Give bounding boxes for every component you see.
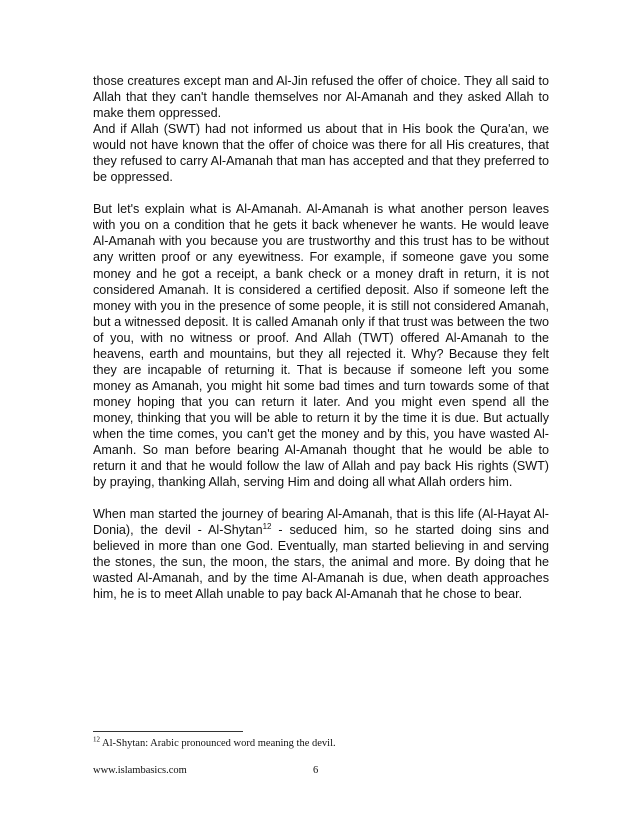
page-number: 6 bbox=[313, 765, 319, 776]
footnote-reference: 12 bbox=[262, 522, 272, 532]
body-text bbox=[93, 73, 549, 602]
paragraph-4 bbox=[93, 506, 549, 602]
paragraph-4-before-ref: When man started the journey of bearing Al-Amanah, that is this life (Al-Hayat Al-Donia), the devil - Al-Shytan bbox=[93, 507, 549, 538]
paragraph-2: And if Allah (SWT) had not informed us about that in His book the Qura'an, we would not have known that the offer of choice was there for all His creatures, that they refused to carry Al-Amanah that man has accepted and that they preferred to be oppressed. bbox=[93, 122, 549, 185]
footnote-text: Al-Shytan: Arabic pronounced word meaning the devil. bbox=[100, 738, 336, 749]
footer-url: www.islambasics.com bbox=[93, 765, 187, 776]
footnote-number: 12 bbox=[93, 735, 100, 744]
footnote-divider bbox=[93, 731, 243, 732]
paragraph-1: those creatures except man and Al-Jin refused the offer of choice. They all said to Allah that they can't handle themselves nor Al-Amanah and they asked Allah to make them oppressed. bbox=[93, 74, 549, 121]
paragraph-3: But let's explain what is Al-Amanah. Al-Amanah is what another person leaves with you on a condition that he gets it back whenever he wants. He would leave Al-Amanah with you because you are trustworthy and this trust has to be without any written proof or any eyewitness. For example, if someone gave you some money and he got a receipt, a bank check or a money draft in return, it is not considered Amanah. It is considered a certified deposit. Also if someone left the money with you in the presence of some people, it is still not considered Amanah, but a witnessed deposit. It is called Amanah only if that trust was between the two of you, with no witness or proof. And Allah (TWT) offered Al-Amanah to the heavens, earth and mountains, but they all rejected it. Why? Because they felt they are incapable of returning it. That is because if someone left you some money as Amanah, you might hit some bad times and turn towards some of that money hoping that you can return it later. And you might even spend all the money, thinking that you will be able to return it by the time it is due. But actually when the time comes, you can't get the money and by this, you have wasted Al-Amanh. So man before bearing Al-Amanah thought that he would be able to return it and that he would follow the law of Allah and pay back His rights (SWT) by praying, thanking Allah, serving Him and doing all what Allah orders him. bbox=[93, 202, 549, 490]
footnote bbox=[93, 737, 549, 750]
paragraph-4-after-ref: - seduced him, so he started doing sins and believed in more than one God. Eventually, man started believing in and serving the stones, the sun, the moon, the stars, the animal and more. By doing that he wasted Al-Amanah, and by the time Al-Amanah is due, when death approaches him, he is to meet Allah unable to pay back Al-Amanah that he chose to bear. bbox=[93, 523, 550, 602]
